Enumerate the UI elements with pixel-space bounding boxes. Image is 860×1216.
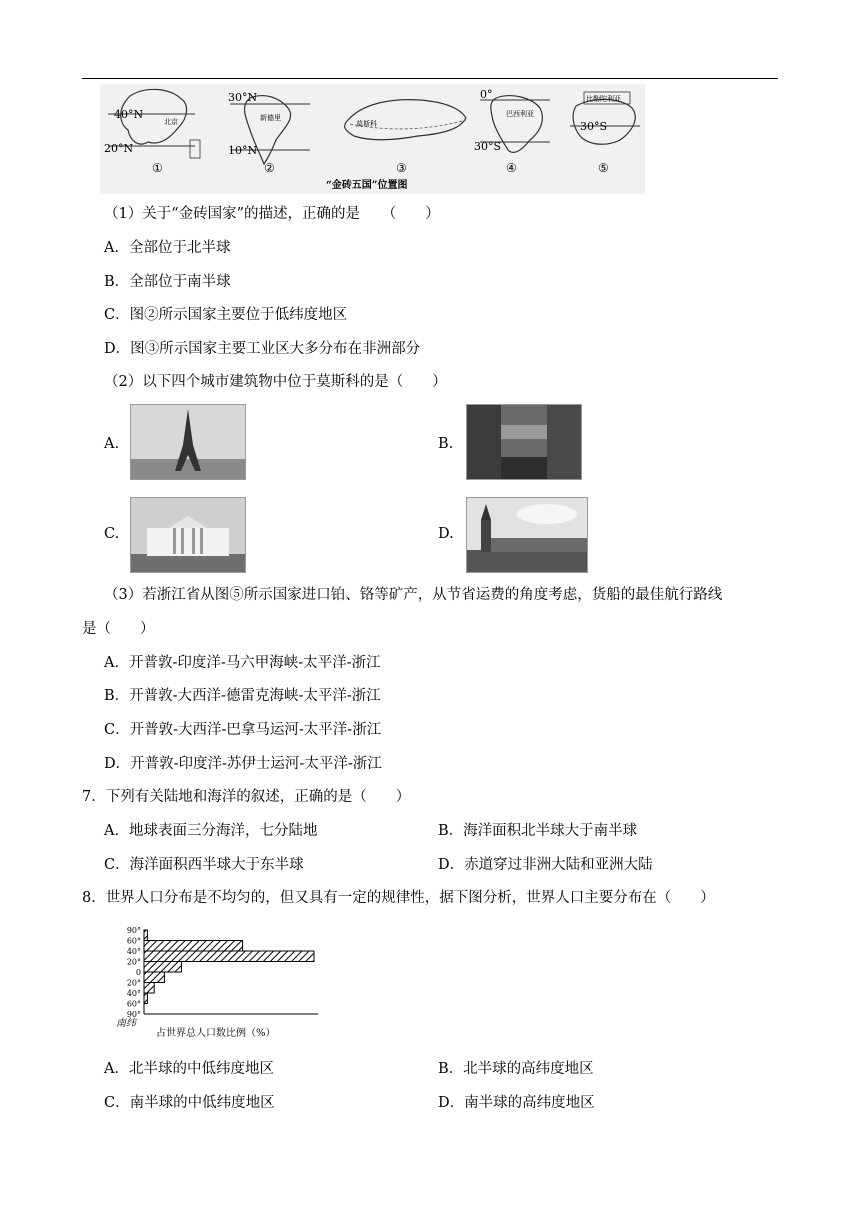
chart-tick-label: 20° — [126, 978, 141, 988]
chart-tick-label: 90° — [126, 1010, 141, 1019]
q7-option-c: C．海洋面积西半球大于东半球 — [104, 857, 304, 873]
brics-map-figure — [100, 84, 645, 194]
lat-label-20n: 20°N — [104, 142, 134, 155]
chart-tick-label: 90° — [126, 926, 141, 935]
chart-tick-label: 20° — [126, 957, 141, 967]
q7-option-d: D．赤道穿过非洲大陆和亚洲大陆 — [438, 857, 653, 873]
q7-option-a: A．地球表面三分海洋，七分陆地 — [104, 823, 318, 839]
chart-x-label: 占世界总人口数比例（%） — [156, 1028, 276, 1039]
place-label-new-delhi: 新德里 — [260, 114, 281, 122]
lat-label-40n: 40°N — [114, 108, 144, 121]
q6-1-option-a: A．全部位于北半球 — [104, 240, 231, 256]
chart-bar — [144, 972, 164, 983]
place-label-beijing: 北京 — [164, 118, 178, 126]
chart-bar — [144, 930, 147, 941]
lat-label-30s-b: 30°S — [580, 120, 608, 133]
chart-tick-label: 60° — [126, 999, 141, 1009]
header-rule — [82, 78, 778, 79]
map-marker-4: ④ — [506, 161, 517, 175]
q6-2-label-d: D. — [438, 526, 454, 542]
place-label-pretoria: 比勒陀利亚 — [586, 95, 621, 103]
map-marker-3: ③ — [396, 161, 407, 175]
map-marker-1: ① — [152, 161, 163, 175]
chart-bar — [144, 941, 243, 952]
chart-tick-label: 40° — [126, 989, 141, 998]
chart-bar — [144, 983, 154, 994]
q7-stem: 7．下列有关陆地和海洋的叙述，正确的是（ ） — [82, 789, 411, 805]
chart-bar — [144, 993, 147, 1004]
chart-tick-label: 60° — [126, 936, 141, 946]
q6-1-stem: （1）关于“金砖国家”的描述，正确的是 （ ） — [104, 206, 440, 222]
photo-white-house — [130, 497, 246, 573]
lat-label-10n: 10°N — [228, 144, 258, 157]
lat-label-30s-a: 30°S — [474, 140, 502, 153]
q6-3-option-d: D．开普敦-印度洋-苏伊士运河-太平洋-浙江 — [104, 756, 382, 772]
q6-3-option-a: A．开普敦-印度洋-马六甲海峡-太平洋-浙江 — [104, 655, 381, 671]
lat-label-0: 0° — [480, 88, 493, 101]
q6-2-label-a: A. — [104, 436, 120, 452]
map-figure-caption: “金砖五国”位置图 — [326, 180, 408, 191]
chart-bar — [144, 951, 314, 962]
q6-2-stem: （2）以下四个城市建筑物中位于莫斯科的是（ ） — [104, 374, 447, 390]
map-marker-2: ② — [264, 161, 275, 175]
chart-south-latitude-label: 南纬 — [116, 1018, 136, 1029]
place-label-moscow: 莫斯科 — [356, 120, 377, 128]
photo-eiffel-tower — [130, 404, 246, 480]
population-latitude-chart — [100, 926, 340, 1042]
chart-tick-label: 0 — [135, 968, 141, 977]
q6-3-option-b: B．开普敦-大西洋-德雷克海峡-太平洋-浙江 — [104, 688, 381, 704]
q6-1-option-c: C．图②所示国家主要位于低纬度地区 — [104, 307, 348, 323]
q8-option-c: C．南半球的中低纬度地区 — [104, 1095, 275, 1111]
place-label-brasilia: 巴西利亚 — [506, 110, 534, 118]
q8-option-a: A．北半球的中低纬度地区 — [104, 1061, 274, 1077]
chart-bar — [144, 962, 181, 973]
q6-1-option-d: D．图③所示国家主要工业区大多分布在非洲部分 — [104, 341, 421, 357]
q6-3-option-c: C．开普敦-大西洋-巴拿马运河-太平洋-浙江 — [104, 722, 382, 738]
q7-option-b: B．海洋面积北半球大于南半球 — [438, 823, 638, 839]
q6-3-stem-line2: 是（ ） — [82, 621, 155, 637]
map-marker-5: ⑤ — [598, 161, 609, 175]
q8-stem: 8．世界人口分布是不均匀的，但又具有一定的规律性，据下图分析，世界人口主要分布在（ ） — [82, 890, 715, 906]
q6-3-stem-line1: （3）若浙江省从图⑤所示国家进口铂、铬等矿产，从节省运费的角度考虑，货船的最佳航行路线 — [104, 587, 723, 603]
photo-venice-bridge — [466, 404, 582, 480]
q6-2-label-c: C. — [104, 526, 120, 542]
q8-option-b: B．北半球的高纬度地区 — [438, 1061, 594, 1077]
lat-label-30n: 30°N — [228, 91, 258, 104]
q6-2-label-b: B. — [438, 436, 454, 452]
q6-1-option-b: B．全部位于南半球 — [104, 274, 231, 290]
q8-option-d: D．南半球的高纬度地区 — [438, 1095, 595, 1111]
photo-moscow-kremlin — [466, 497, 588, 573]
chart-tick-label: 40° — [126, 947, 141, 956]
